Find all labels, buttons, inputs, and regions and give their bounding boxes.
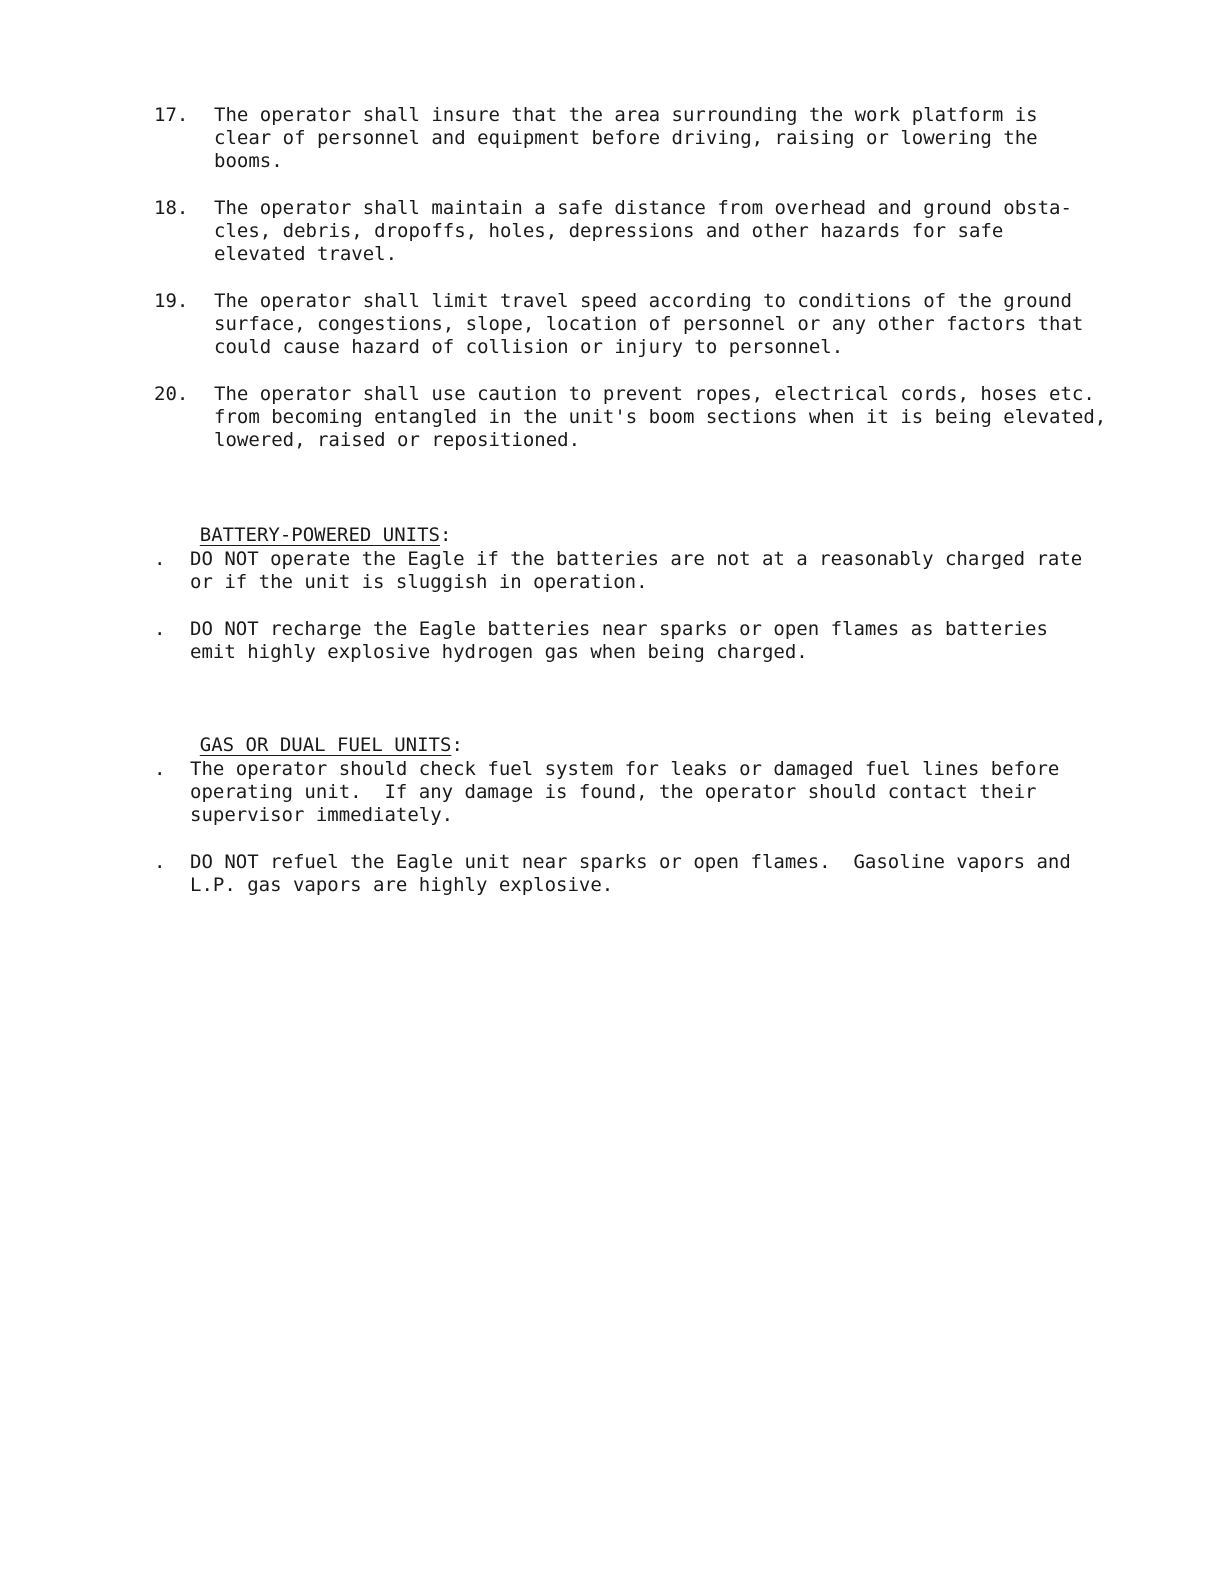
bullet-marker: . [154,548,166,570]
text-line: The operator shall limit travel speed according to conditions of the ground [214,290,1072,312]
text-line: could cause hazard of collision or injury to personnel. [214,336,844,358]
text-line: operating unit. If any damage is found, the operator should contact their [190,781,1037,803]
item-number: 19. [154,290,189,312]
text-line: The operator should check fuel system for leaks or damaged fuel lines before [190,758,1060,780]
text-line: booms. [214,150,283,172]
text-line: lowered, raised or repositioned. [214,429,581,451]
text-line: cles, debris, dropoffs, holes, depressions and other hazards for safe [214,220,1004,242]
item-text [214,383,1134,452]
bullet-marker: . [154,851,166,873]
text-line: DO NOT refuel the Eagle unit near sparks or open flames. Gasoline vapors and [190,851,1071,873]
bullet-marker: . [154,618,166,640]
text-line: or if the unit is sluggish in operation. [190,571,648,593]
item-text [214,104,1134,173]
text-line: emit highly explosive hydrogen gas when being charged. [190,641,808,663]
bullet-text [190,548,1130,594]
heading-text: BATTERY-POWERED UNITS [199,524,440,546]
bullet-marker: . [154,758,166,780]
text-line: surface, congestions, slope, location of personnel or any other factors that [214,313,1084,335]
heading-colon: : [439,524,452,546]
text-line: The operator shall insure that the area surrounding the work platform is [214,104,1038,126]
text-line: supervisor immediately. [190,804,454,826]
text-line: elevated travel. [214,243,398,265]
heading-text: GAS OR DUAL FUEL UNITS [199,734,452,756]
text-line: L.P. gas vapors are highly explosive. [190,874,614,896]
bullet-text [190,851,1130,897]
item-text [214,197,1134,266]
text-line: The operator shall use caution to prevent ropes, electrical cords, hoses etc. [214,383,1095,405]
text-line: DO NOT operate the Eagle if the batteries are not at a reasonably charged rate [190,548,1083,570]
item-number: 17. [154,104,189,126]
heading-colon: : [451,734,463,756]
bullet-text [190,618,1130,664]
text-line: The operator shall maintain a safe distance from overhead and ground obsta- [214,197,1072,219]
item-text [214,290,1134,359]
bullet-text [190,758,1130,827]
item-number: 18. [154,197,189,219]
text-line: from becoming entangled in the unit's boom sections when it is being elevated, [214,406,1107,428]
text-line: clear of personnel and equipment before driving, raising or lowering the [214,127,1038,149]
item-number: 20. [154,383,189,405]
text-line: DO NOT recharge the Eagle batteries near sparks or open flames as batteries [190,618,1048,640]
